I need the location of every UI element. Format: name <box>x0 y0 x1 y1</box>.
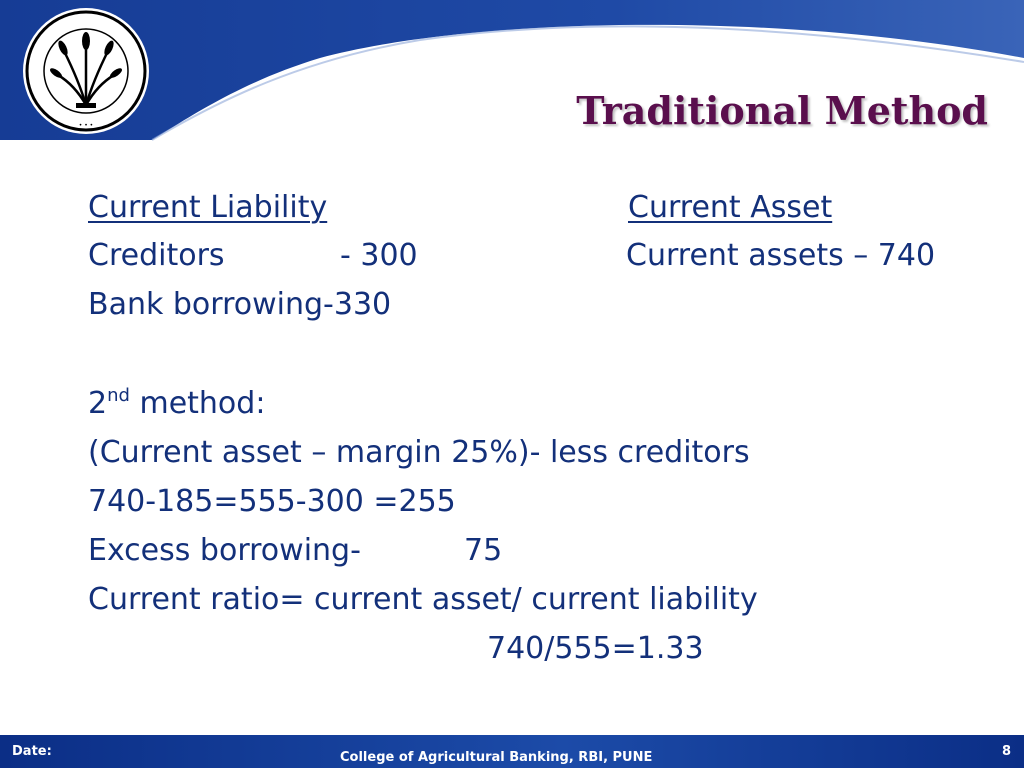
current-assets-value: Current assets – 740 <box>626 238 936 273</box>
footer-date-label: Date: <box>12 744 52 759</box>
current-asset-header: Current Asset <box>628 190 833 225</box>
calculation-line: 740-185=555-300 =255 <box>88 484 456 519</box>
current-ratio-value: 740/555=1.33 <box>487 631 704 666</box>
footer-page-number: 8 <box>1002 744 1012 759</box>
creditors-value: - 300 <box>340 238 418 273</box>
footer-bar <box>0 735 1024 768</box>
bank-borrowing-line: Bank borrowing-330 <box>88 287 392 322</box>
method-number: 2 <box>88 386 108 421</box>
header-wave-banner <box>0 0 1024 160</box>
current-ratio-line: Current ratio= current asset/ current liability <box>88 582 758 617</box>
excess-borrowing-label: Excess borrowing- <box>88 533 361 568</box>
footer-college-name: College of Agricultural Banking, RBI, PUNE <box>340 750 653 765</box>
margin-formula-line: (Current asset – margin 25%)- less creditors <box>88 435 750 470</box>
method-label: method: <box>129 386 266 421</box>
slide-title: Traditional Method <box>576 88 988 133</box>
second-method-heading <box>88 386 265 422</box>
creditors-label: Creditors <box>88 238 225 273</box>
svg-text:• • •: • • • <box>78 122 94 129</box>
excess-borrowing-value: 75 <box>464 533 503 568</box>
college-seal-logo <box>20 5 152 137</box>
current-liability-header: Current Liability <box>88 190 328 225</box>
method-ordinal-suffix: nd <box>107 385 130 406</box>
